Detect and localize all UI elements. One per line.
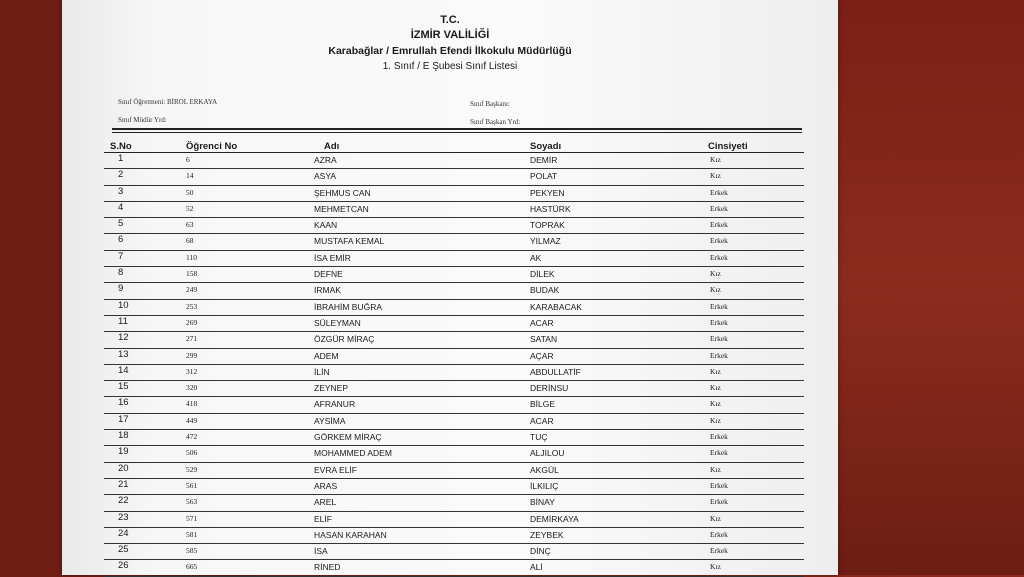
row-student-no: 14 — [186, 171, 194, 181]
row-sno: 21 — [118, 478, 129, 490]
row-gender: Kız — [710, 171, 721, 181]
row-gender: Erkek — [710, 301, 728, 311]
row-student-no: 418 — [186, 399, 198, 409]
row-sno: 5 — [118, 218, 124, 230]
row-name: ZEYNEP — [314, 383, 349, 394]
table-row — [104, 479, 804, 495]
table-row — [104, 218, 804, 234]
row-gender: Erkek — [710, 529, 728, 539]
table-surface — [830, 0, 1024, 575]
row-gender: Erkek — [710, 480, 728, 490]
row-sno: 10 — [118, 299, 129, 311]
row-surname: ABDULLATİF — [530, 366, 581, 377]
row-student-no: 581 — [186, 529, 198, 539]
row-gender: Erkek — [710, 236, 728, 246]
row-sno: 2 — [118, 169, 124, 181]
row-sno: 26 — [118, 560, 129, 572]
row-gender: Kız — [710, 399, 721, 409]
row-surname: DEMİRKAYA — [530, 513, 579, 524]
row-surname: BUDAK — [530, 285, 560, 296]
row-name: GÖRKEM MİRAÇ — [314, 432, 382, 443]
row-gender: Kız — [710, 285, 721, 295]
row-student-no: 249 — [186, 285, 198, 295]
row-surname: PEKYEN — [530, 187, 565, 198]
row-student-no: 312 — [186, 366, 198, 376]
row-surname: AKGÜL — [530, 464, 559, 475]
row-name: MEHMETCAN — [314, 203, 369, 214]
row-gender: Erkek — [710, 334, 728, 344]
row-student-no: 320 — [186, 383, 198, 393]
table-row — [104, 300, 804, 316]
row-sno: 18 — [118, 430, 129, 442]
table-row — [104, 528, 804, 544]
table-row — [104, 267, 804, 283]
row-sno: 24 — [118, 527, 129, 539]
row-surname: TUÇ — [530, 432, 548, 443]
row-student-no: 561 — [186, 480, 198, 490]
row-gender: Erkek — [710, 203, 728, 213]
row-gender: Kız — [710, 269, 721, 279]
row-surname: POLAT — [530, 171, 558, 182]
row-gender: Erkek — [710, 220, 728, 230]
table-row — [104, 446, 804, 462]
table-row — [104, 186, 804, 202]
row-sno: 15 — [118, 381, 129, 393]
header-class-title: 1. Sınıf / E Şubesi Sınıf Listesi — [382, 61, 518, 72]
row-name: ELİF — [314, 513, 332, 524]
table-row — [104, 283, 804, 299]
table-row — [104, 544, 804, 560]
row-surname: BİLGE — [530, 399, 556, 410]
row-surname: DİLEK — [530, 269, 555, 280]
vice-president-label: Sınıf Başkan Yrd: — [470, 118, 521, 126]
row-sno: 8 — [118, 267, 124, 279]
row-student-no: 52 — [186, 203, 194, 213]
row-student-no: 63 — [186, 220, 194, 230]
row-student-no: 506 — [186, 448, 198, 458]
row-surname: SATAN — [530, 334, 558, 345]
header-rule-top — [112, 128, 802, 130]
row-sno: 4 — [118, 201, 124, 213]
row-sno: 6 — [118, 234, 124, 246]
class-president-label: Sınıf Başkanı: — [470, 100, 510, 108]
row-surname: DİNÇ — [530, 546, 551, 557]
row-student-no: 563 — [186, 497, 198, 507]
row-gender: Erkek — [710, 497, 728, 507]
row-name: ÖZGÜR MİRAÇ — [314, 334, 375, 345]
row-gender: Kız — [710, 155, 721, 164]
row-student-no: 585 — [186, 546, 198, 556]
row-name: KAAN — [314, 220, 338, 231]
table-row — [104, 397, 804, 413]
row-surname: ALJILOU — [530, 448, 565, 459]
row-student-no: 271 — [186, 334, 198, 344]
row-sno: 20 — [118, 462, 129, 474]
row-student-no: 449 — [186, 415, 198, 425]
row-name: ADEM — [314, 350, 339, 361]
table-row — [104, 169, 804, 185]
row-sno: 11 — [118, 315, 128, 327]
row-sno: 9 — [118, 283, 124, 295]
table-row — [104, 512, 804, 528]
header-governorship: İZMİR VALİLİĞİ — [410, 29, 490, 41]
row-surname: KARABACAK — [530, 301, 582, 312]
row-student-no: 529 — [186, 464, 198, 474]
row-student-no: 571 — [186, 513, 198, 523]
row-gender: Erkek — [710, 448, 728, 458]
table-row — [104, 202, 804, 218]
row-gender: Erkek — [710, 432, 728, 442]
row-name: EVRA ELİF — [314, 464, 357, 475]
row-surname: DERİNSU — [530, 383, 569, 394]
row-sno: 14 — [118, 364, 129, 376]
row-student-no: 269 — [186, 317, 198, 327]
row-sno: 1 — [118, 153, 124, 164]
table-row — [104, 316, 804, 332]
row-name: AYSİMA — [314, 415, 346, 426]
col-header-student-no: Öğrenci No — [186, 141, 238, 152]
row-name: İBRAHİM BUĞRA — [314, 301, 383, 312]
col-header-gender: Cinsiyeti — [708, 141, 748, 152]
row-student-no: 50 — [186, 187, 194, 197]
row-name: İSA EMİR — [314, 252, 351, 263]
table-row — [104, 430, 804, 446]
col-header-name: Adı — [324, 141, 340, 152]
table-row — [104, 332, 804, 348]
row-student-no: 68 — [186, 236, 194, 246]
row-name: ARAS — [314, 480, 338, 491]
row-surname: ZEYBEK — [530, 529, 564, 540]
table-row — [104, 365, 804, 381]
row-gender: Kız — [710, 383, 721, 393]
student-table — [62, 153, 838, 577]
table-row — [104, 381, 804, 397]
row-name: HASAN KARAHAN — [314, 529, 387, 540]
row-surname: DEMİR — [530, 155, 558, 165]
col-header-sno: S.No — [110, 141, 132, 152]
col-header-surname: Soyadı — [530, 141, 562, 152]
row-name: AFRANUR — [314, 399, 356, 410]
teacher-label: Sınıf Öğretmeni: BİROL ERKAYA — [118, 98, 218, 106]
row-name: İSA — [314, 546, 328, 557]
row-gender: Kız — [710, 513, 721, 523]
row-gender: Kız — [710, 464, 721, 474]
table-row — [104, 560, 804, 576]
row-name: İLİN — [314, 366, 330, 377]
row-sno: 19 — [118, 446, 129, 458]
row-sno: 22 — [118, 495, 129, 507]
row-surname: ALİ — [530, 562, 543, 573]
row-student-no: 472 — [186, 432, 198, 442]
row-surname: AK — [530, 252, 542, 263]
row-student-no: 158 — [186, 269, 198, 279]
header-school-name: Karabağlar / Emrullah Efendi İlkokulu Müdürlüğü — [328, 45, 572, 57]
row-surname: AÇAR — [530, 350, 554, 361]
row-student-no: 6 — [186, 155, 190, 164]
row-sno: 17 — [118, 413, 129, 425]
row-sno: 3 — [118, 185, 124, 197]
row-surname: ACAR — [530, 415, 554, 426]
table-row — [104, 495, 804, 511]
row-sno: 13 — [118, 348, 129, 360]
row-surname: ACAR — [530, 317, 554, 328]
table-row — [104, 234, 804, 250]
row-name: MUSTAFA KEMAL — [314, 236, 385, 247]
row-surname: İLKILIÇ — [530, 480, 559, 491]
row-sno: 12 — [118, 332, 129, 344]
header-tc: T.C. — [440, 14, 460, 26]
assistant-principal-label: Sınıf Müdür Yrd: — [118, 116, 167, 124]
row-surname: HASTÜRK — [530, 203, 571, 214]
row-sno: 16 — [118, 397, 129, 409]
row-student-no: 253 — [186, 301, 198, 311]
row-gender: Kız — [710, 366, 721, 376]
row-student-no: 299 — [186, 350, 198, 360]
class-list-document — [62, 0, 838, 575]
header-rule-bottom — [112, 132, 802, 133]
row-gender: Erkek — [710, 350, 728, 360]
row-sno: 23 — [118, 511, 129, 523]
row-sno: 25 — [118, 544, 129, 556]
row-gender: Erkek — [710, 546, 728, 556]
table-row — [104, 349, 804, 365]
row-gender: Erkek — [710, 252, 728, 262]
row-name: RİNED — [314, 562, 341, 573]
row-surname: BİNAY — [530, 497, 555, 508]
row-gender: Erkek — [710, 317, 728, 327]
row-gender: Kız — [710, 415, 721, 425]
row-name: MOHAMMED ADEM — [314, 448, 392, 459]
table-row — [104, 251, 804, 267]
table-row — [104, 463, 804, 479]
row-sno: 7 — [118, 250, 124, 262]
row-name: ASYA — [314, 171, 337, 182]
row-surname: TOPRAK — [530, 220, 565, 231]
row-name: AZRA — [314, 155, 337, 165]
row-gender: Erkek — [710, 187, 728, 197]
row-name: IRMAK — [314, 285, 341, 296]
row-name: SÜLEYMAN — [314, 317, 361, 328]
row-name: ŞEHMUS CAN — [314, 187, 371, 198]
row-name: AREL — [314, 497, 337, 508]
row-student-no: 665 — [186, 562, 198, 572]
row-student-no: 110 — [186, 252, 197, 262]
row-name: DEFNE — [314, 269, 343, 280]
row-surname: YILMAZ — [530, 236, 561, 247]
table-row — [104, 414, 804, 430]
row-gender: Kız — [710, 562, 721, 572]
table-row — [104, 153, 804, 169]
